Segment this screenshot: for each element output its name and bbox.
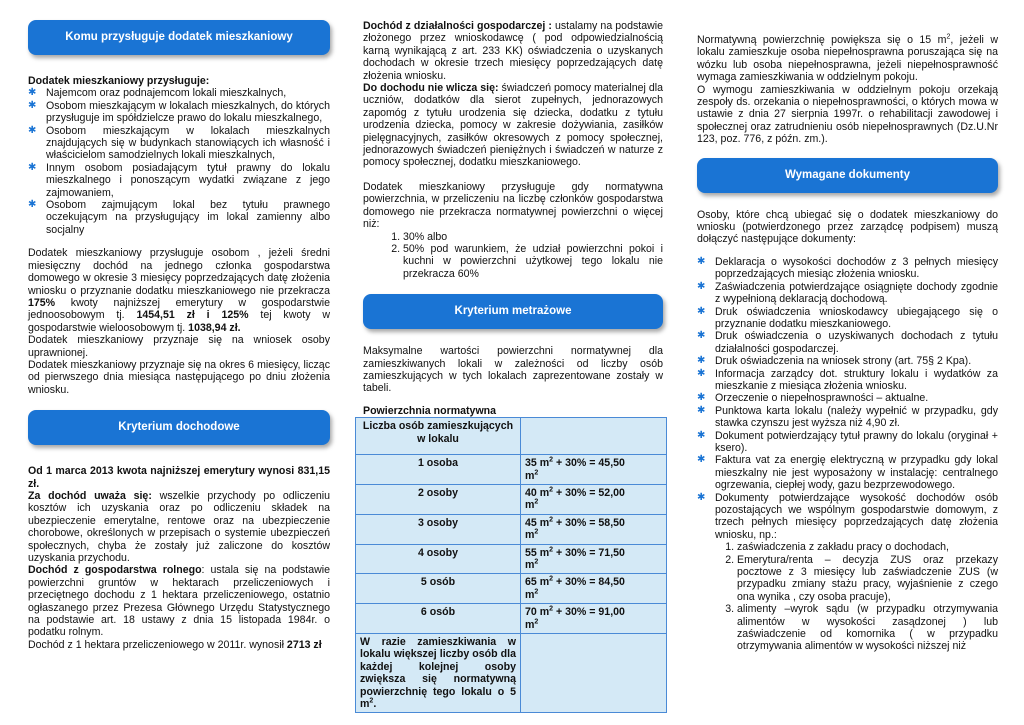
table-row <box>356 574 667 604</box>
paragraph: Dodatek mieszkaniowy przyznaje się na okres 6 miesięcy, licząc od pierwszego dnia miesiąca następującego po dniu złożenia wniosku. <box>28 358 330 396</box>
list-item: ✱ Dokumenty potwierdzające wysokość dochodów osób pozostających we wspólnym gospodarstwie domowym, z trzech pełnych miesięcy poprzedzających datę złożenia wniosku, np.: <box>697 492 998 542</box>
table-cell <box>521 604 667 634</box>
income-definition <box>28 490 330 564</box>
text: W razie zamieszkiwania w lokalu większej liczby osób dla każdej kolejnej osoby zwiększa się normatywną powierzchnię tego lokalu o 5 m <box>360 636 516 711</box>
section-header-komu: Komu przysługuje dodatek mieszkaniowy <box>28 20 330 55</box>
text: 65 m <box>525 576 550 589</box>
text: 35 m <box>525 457 550 470</box>
amount-1: 1454,51 zł i 125% <box>136 309 249 322</box>
list-item: ✱ Osobom zajmującym lokal bez tytułu prawnego oczekującym na przysługujący im lokal zamienny albo socjalny <box>28 199 330 236</box>
superscript: 2 <box>534 469 539 477</box>
label: Dochód z gospodarstwa rolnego <box>28 564 202 577</box>
hectare-income <box>28 639 330 651</box>
superscript: 2 <box>549 546 554 554</box>
list-item: ✱ Druk oświadczenia o uzyskiwanych dochodach z tytułu działalności gospodarczej. <box>697 330 998 355</box>
column-right <box>697 34 998 653</box>
text: m <box>525 469 535 482</box>
percent-175: 175% <box>28 296 56 309</box>
list-item: 1. zaświadczenia z zakładu pracy o dochodach, <box>737 541 998 553</box>
list-item: ✱ Osobom mieszkającym w lokalach mieszkalnych, do których przysługuje im spółdzielcze prawo do lokalu mieszkalnego, <box>28 100 330 125</box>
superscript: 2 <box>534 528 539 536</box>
column-middle <box>360 20 663 713</box>
superscript: 2 <box>549 516 554 524</box>
income-docs-sublist <box>697 541 998 653</box>
table-cell <box>521 455 667 485</box>
text: : ustala się na podstawie powierzchni gruntów w hektarach przeliczeniowych i przeciętnego dochodu z 1 hektara przeliczeniowego, ostatnio ogłaszanego przez Prezesa Głównego Urzędu Statystycznego na podstawie art. 18 ustawy z dnia 15 listopada 1984r. o podatku rolnym. <box>28 564 330 639</box>
list-item: 1. 30% albo <box>403 231 663 243</box>
section-header-dochod: Kryterium dochodowe <box>28 410 330 445</box>
list-item: ✱ Innym osobom posiadającym tytuł prawny do lokalu mieszkalnego i ponoszącym wydatki związane z jego zajmowaniem, <box>28 162 330 199</box>
table-cell <box>521 418 667 455</box>
documents-list <box>697 256 998 541</box>
table-cell: 3 osoby <box>356 514 521 544</box>
label: Do dochodu nie wlicza się: <box>363 82 499 95</box>
table-cell: 1 osoba <box>356 455 521 485</box>
table-cell: 5 osób <box>356 574 521 604</box>
table-row <box>356 544 667 574</box>
table-header-cell: Liczba osób zamieszkujących w lokalu <box>356 418 521 455</box>
table-cell: W razie zamieszkiwania w lokalu większej liczby osób dla każdej kolejnej osoby zwiększa się normatywną powierzchnię tego lokalu o 5 $m^2$. <box>356 634 521 713</box>
paragraph <box>697 34 998 84</box>
text: tej kwoty w gospodarstwie wieloosobowym tj. <box>28 309 330 334</box>
list-item: 3. alimenty –wyrok sądu (w przypadku otrzymywania alimentów w wysokości zasądzonej ) lub zaświadczenie od komornika ( w przypadku otrzymywania alimentów w wysokości niższej niż <box>737 603 998 653</box>
text: + 30% = 91,00 <box>553 606 625 619</box>
list-item: ✱ Deklaracja o wysokości dochodów z 3 pełnych miesięcy poprzedzających miesiąc złożenia wniosku. <box>697 256 998 281</box>
amount-2: 1038,94 zł. <box>188 321 241 334</box>
text: Dochód z 1 hektara przeliczeniowego w 2011r. wynosił <box>28 638 284 651</box>
superscript: 2 <box>534 498 539 506</box>
table-cell <box>521 484 667 514</box>
farm-income <box>28 564 330 638</box>
text: m <box>525 529 535 542</box>
text: + 30% = 71,50 <box>553 546 625 559</box>
paragraph: Maksymalne wartości powierzchni normatywnej dla zamieszkiwanych lokali w zależności od liczby osób zamieszkujących w tych lokalach zaprezentowane zostały w tabeli. <box>363 345 663 395</box>
column-left <box>28 0 330 651</box>
amount: 2713 zł <box>286 638 322 651</box>
paragraph: Dodatek mieszkaniowy przysługuje gdy normatywna powierzchnia, w przeliczeniu na liczbę członków gospodarstwa domowego nie przekracza normatywnej powierzchni o więcej niż: <box>363 180 663 231</box>
list-item: ✱ Informacja zarządcy dot. struktury lokalu i wydatków za mieszkanie z miesiąca złożenia wniosku. <box>697 368 998 393</box>
table-title: Powierzchnia normatywna <box>363 404 497 417</box>
superscript: 2 <box>534 618 539 626</box>
text: + 30% = 58,50 <box>553 516 625 529</box>
text: + 30% = 45,50 <box>553 457 625 470</box>
table-cell <box>521 574 667 604</box>
table-row <box>356 634 667 713</box>
table-cell: 6 osób <box>356 604 521 634</box>
list-item: ✱ Punktowa karta lokalu (należy wypełnić w przypadku, gdy stawka czynszu jest wyższa niż 4,90 zł. <box>697 405 998 430</box>
table-cell <box>521 634 667 713</box>
text: m <box>525 588 535 601</box>
text: + 30% = 52,00 <box>553 486 625 499</box>
text: + 30% = 84,50 <box>553 576 625 589</box>
norm-table <box>355 417 667 713</box>
paragraph: Dodatek mieszkaniowy przyznaje się na wniosek osoby uprawnionej. <box>28 334 330 359</box>
superscript: 2 <box>549 486 554 494</box>
text: m <box>525 559 535 571</box>
list-item: 2. 50% pod warunkiem, że udział powierzchni pokoi i kuchni w powierzchni użytkowej tego lokalu nie przekracza 60% <box>403 243 663 280</box>
paragraph: Osoby, które chcą ubiegać się o dodatek mieszkaniowy do wniosku (potwierdzonego przez zarządcę podpisem) muszą dołączyć następujące dokumenty: <box>697 208 998 246</box>
superscript: 2 <box>549 575 554 583</box>
excluded-income <box>363 82 663 169</box>
list-item: ✱ Dokument potwierdzający tytuł prawny do lokalu (oryginał + ksero). <box>697 430 998 455</box>
table-cell <box>521 544 667 574</box>
label: Za dochód uważa się: <box>28 489 152 502</box>
table-row <box>356 418 667 455</box>
table-cell: 4 osoby <box>356 544 521 574</box>
superscript: 2 <box>549 605 554 613</box>
list-item: ✱ Zaświadczenia potwierdzające osiągnięte dochody zgodnie z wypełnioną deklaracją dochodową. <box>697 281 998 306</box>
norm-list <box>363 231 663 281</box>
text: m <box>525 499 535 512</box>
text: 45 m <box>525 516 550 529</box>
text: świadczeń pomocy materialnej dla uczniów, dodatków dla sierot zupełnych, jednorazowych zapomóg z tytułu urodzenia się dziecka, dodatku z tytułu urodzenia dziecka, pomocy w zakresie dożywiania, zasiłków pielęgnacyjnych, zasiłków okresowych z pomocy społecznej, jednorazowych świadczeń pieniężnych i świadczeń w naturze z pomocy społecznej, dodatku mieszkaniowego. <box>363 82 663 169</box>
list-item: ✱ Druk oświadczenia na wniosek strony (art. 75§ 2 Kpa). <box>697 355 998 367</box>
text: kwoty najniższej emerytury w gospodarstwie jednoosobowym tj. <box>28 296 330 322</box>
list-item: ✱ Najemcom oraz podnajemcom lokali mieszkalnych, <box>28 87 330 99</box>
text: wszelkie przychody po odliczeniu kosztów ich uzyskania oraz po odliczeniu składek na ubezpieczenie emerytalne, rentowe oraz na ubezpieczenie chorobowe, określonych w przepisach o systemie ubezpieczeń społecznych, chyba że zostały już zaliczone do kosztów uzyskania przychodu. <box>28 489 330 564</box>
text: 55 m <box>525 546 550 559</box>
text: Normatywną powierzchnię powiększa się o 15 m <box>697 34 947 46</box>
text: 70 m <box>525 606 550 619</box>
list-item: ✱ Druk oświadczenia wnioskodawcy ubiegającego się o przyznanie dodatku mieszkaniowego. <box>697 306 998 331</box>
table-row <box>356 514 667 544</box>
paragraph: O wymogu zamieszkiwania w oddzielnym pokoju orzekają zespoły ds. orzekania o niepełnosprawności, o których mowa w ustawie z dnia 27 sierpnia 1997r. o rehabilitacji zawodowej i społecznej oraz zatrudnieniu osób niepełnosprawnych (Dz.U.Nr 123, poz. 776, z późn. zm.). <box>697 83 998 146</box>
label: Dochód z działalności gospodarczej : <box>363 20 552 32</box>
business-income <box>363 20 663 82</box>
table-row <box>356 604 667 634</box>
table-cell <box>521 514 667 544</box>
table-row <box>356 455 667 485</box>
komu-list <box>28 87 330 236</box>
superscript: 2 <box>534 588 539 596</box>
komu-lead: Dodatek mieszkaniowy przysługuje: <box>28 75 210 87</box>
superscript: 2 <box>534 558 539 566</box>
superscript: 2 <box>549 456 554 464</box>
section-header-metraz: Kryterium metrażowe <box>363 294 663 329</box>
min-pension-note: Od 1 marca 2013 kwota najniższej emerytury wynosi 831,15 zł. <box>28 465 330 490</box>
superscript: 2 <box>369 697 374 705</box>
table-cell: 2 osoby <box>356 484 521 514</box>
table-row <box>356 484 667 514</box>
text: 40 m <box>525 486 550 499</box>
text: Dodatek mieszkaniowy przysługuje osobom , jeżeli średni miesięczny dochód na jednego członka gospodarstwa domowego w okresie 3 miesięcy poprzedzających datę złożenia wniosku o przyznanie dodatku mieszkaniowego nie przekracza <box>28 247 330 297</box>
income-limit-paragraph <box>28 247 330 334</box>
superscript: 2 <box>946 33 951 41</box>
list-item: ✱ Faktura vat za energię elektryczną w przypadku gdy lokal mieszkalny nie jest wyposażony w instalację: centralnego ogrzewania, ciepłej wody, gazu bezprzewodowego. <box>697 454 998 491</box>
list-item: ✱ Osobom mieszkającym w lokalach mieszkalnych znajdujących się w budynkach stanowiących ich własność i właścicielom samodzielnych lokali mieszkalnych, <box>28 125 330 162</box>
text: m <box>525 618 535 631</box>
list-item: ✱ Orzeczenie o niepełnosprawności – aktualne. <box>697 392 998 404</box>
text: ustalamy na podstawie złożonego przez wnioskodawcę ( pod odpowiedzialnością karną wynikającą z art. 233 KK) oświadczenia o uzyskanych dochodach w okresie trzech miesięcy poprzedzających datę złożenia wniosku. <box>363 20 663 82</box>
text: , jeżeli w lokalu zamieszkuje osoba niepełnosprawna poruszająca się na wózku lub osoba niepełnosprawna, jeżeli niepełnosprawność wymaga zamieszkiwania w oddzielnym pokoju. <box>697 34 998 84</box>
list-item: 2. Emerytura/renta – decyzja ZUS oraz przekazy pocztowe z 3 miesięcy lub zaświadczenie ZUS (w przypadku zmiany stażu pracy, wyjaśnienie z czego ona wynika , czy osoba pracuje), <box>737 554 998 604</box>
section-header-dokumenty: Wymagane dokumenty <box>697 158 998 193</box>
